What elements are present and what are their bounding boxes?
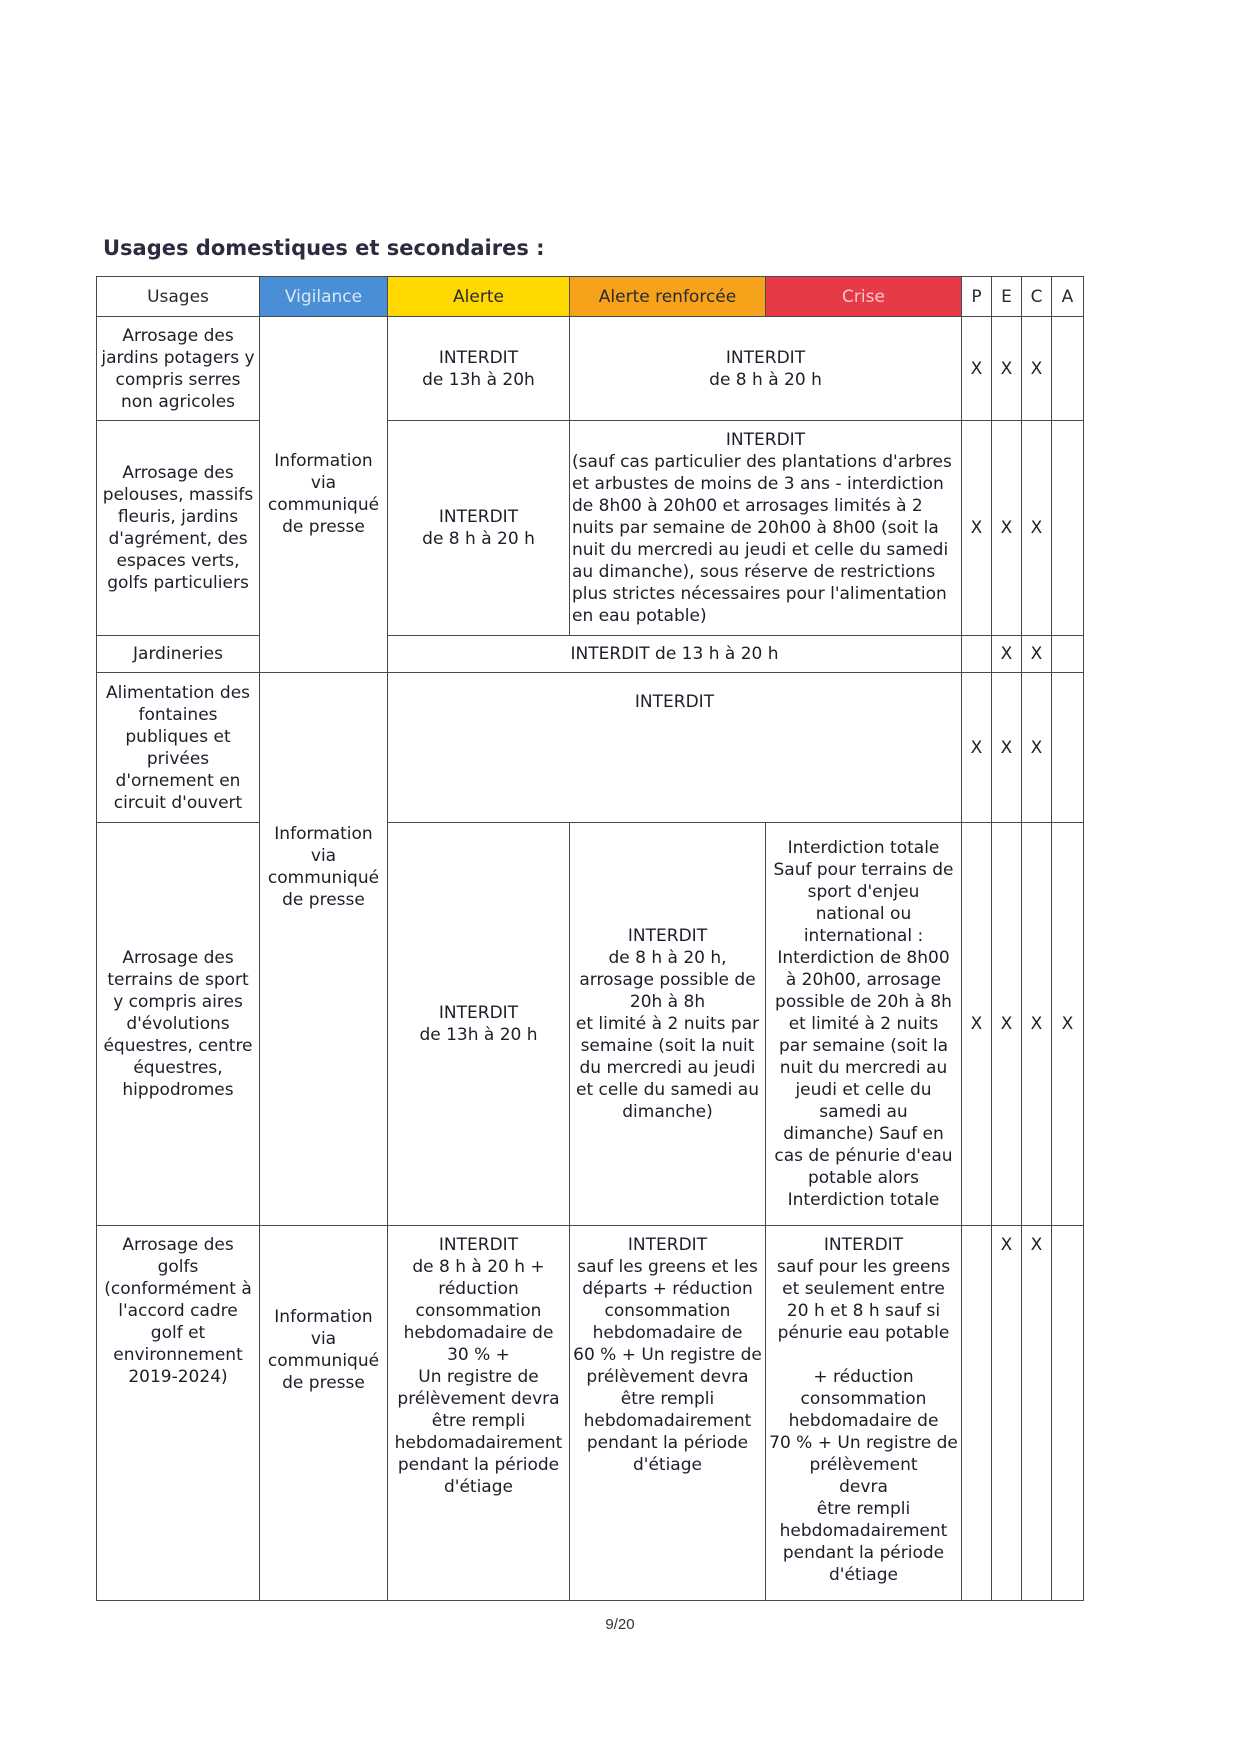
mark-p — [962, 1226, 992, 1601]
mark-a — [1052, 317, 1084, 421]
mark-e: X — [992, 823, 1022, 1226]
table-row — [97, 823, 1084, 1226]
renforcee-cell: INTERDIT sauf les greens et les départs + réduction consommation hebdomadaire de 60 % + Un registre de prélèvement devra être rempli hebdomadairement pendant la période d'étiage — [570, 1226, 766, 1601]
table-row — [97, 635, 1084, 672]
header-row — [97, 277, 1084, 317]
renforcee-crise-title: INTERDIT — [725, 430, 806, 451]
restrictions-table — [96, 276, 1084, 1601]
header-usages: Usages — [97, 277, 260, 317]
mark-a — [1052, 421, 1084, 635]
table-row — [97, 317, 1084, 421]
mark-c: X — [1022, 1226, 1052, 1601]
mark-p: X — [962, 421, 992, 635]
mark-a — [1052, 1226, 1084, 1601]
renforcee-crise-cell: INTERDIT de 8 h à 20 h — [570, 317, 962, 421]
mark-e: X — [992, 635, 1022, 672]
renforcee-cell: INTERDIT de 8 h à 20 h, arrosage possible de 20h à 8h et limité à 2 nuits par semaine (soit la nuit du mercredi au jeudi et celle du samedi au dimanche) — [570, 823, 766, 1226]
mark-a — [1052, 635, 1084, 672]
usage-cell: Arrosage des golfs (conformément à l'accord cadre golf et environnement 2019-2024) — [97, 1226, 260, 1601]
section-title: Usages domestiques et secondaires : — [103, 236, 545, 260]
header-alerte-renforcee: Alerte renforcée — [570, 277, 766, 317]
mark-p: X — [962, 317, 992, 421]
mark-c: X — [1022, 672, 1052, 822]
mark-p: X — [962, 823, 992, 1226]
mark-p: X — [962, 672, 992, 822]
table-row — [97, 1226, 1084, 1601]
header-c: C — [1022, 277, 1052, 317]
alerte-cell: INTERDIT de 8 h à 20 h — [388, 421, 570, 635]
mark-a: X — [1052, 823, 1084, 1226]
vigilance-cell: Information via communiqué de presse — [260, 317, 388, 673]
alerte-cell: INTERDIT de 8 h à 20 h + réduction consommation hebdomadaire de 30 % + Un registre de prélèvement devra être rempli hebdomadairement pendant la période d'étiage — [388, 1226, 570, 1601]
mark-c: X — [1022, 317, 1052, 421]
mark-e: X — [992, 421, 1022, 635]
header-p: P — [962, 277, 992, 317]
page-number: 9/20 — [605, 1616, 635, 1633]
header-a: A — [1052, 277, 1084, 317]
all-levels-cell: INTERDIT de 13 h à 20 h — [388, 635, 962, 672]
crise-cell: Interdiction totale Sauf pour terrains de sport d'enjeu national ou international : Interdiction de 8h00 à 20h00, arrosage possible de 20h à 8h et limité à 2 nuits par semaine (soit la nuit du mercredi au jeudi et celle du samedi au dimanche) Sauf en cas de pénurie d'eau potable alors Interdiction totale — [766, 823, 962, 1226]
usage-cell: Arrosage des jardins potagers y compris serres non agricoles — [97, 317, 260, 421]
mark-e: X — [992, 317, 1022, 421]
table-row — [97, 672, 1084, 822]
header-e: E — [992, 277, 1022, 317]
header-crise: Crise — [766, 277, 962, 317]
vigilance-cell: Information via communiqué de presse — [260, 672, 388, 1225]
mark-c: X — [1022, 635, 1052, 672]
usage-cell: Alimentation des fontaines publiques et privées d'ornement en circuit d'ouvert — [97, 672, 260, 822]
alerte-cell: INTERDIT de 13h à 20h — [388, 317, 570, 421]
mark-c: X — [1022, 823, 1052, 1226]
usage-cell: Arrosage des pelouses, massifs fleuris, jardins d'agrément, des espaces verts, golfs particuliers — [97, 421, 260, 635]
mark-e: X — [992, 1226, 1022, 1601]
vigilance-cell: Information via communiqué de presse — [260, 1226, 388, 1601]
usage-cell: Arrosage des terrains de sport y compris aires d'évolutions équestres, centre équestres, hippodromes — [97, 823, 260, 1226]
mark-a — [1052, 672, 1084, 822]
crise-cell: INTERDIT sauf pour les greens et seulement entre 20 h et 8 h sauf si pénurie eau potable + réduction consommation hebdomadaire de 70 % + Un registre de prélèvement devra être rempli hebdomadairement pendant la période d'étiage — [766, 1226, 962, 1601]
renforcee-crise-cell — [570, 421, 962, 635]
table-row — [97, 421, 1084, 635]
alerte-cell: INTERDIT de 13h à 20 h — [388, 823, 570, 1226]
mark-p — [962, 635, 992, 672]
usage-cell: Jardineries — [97, 635, 260, 672]
all-levels-cell: INTERDIT — [388, 672, 962, 822]
mark-e: X — [992, 672, 1022, 822]
renforcee-crise-text: (sauf cas particulier des plantations d'arbres et arbustes de moins de 3 ans - interdiction de 8h00 à 20h00 et arrosages limités à 2 nuits par semaine de 20h00 à 8h00 (soit la nuit du mercredi au jeudi et celle du samedi au dimanche), sous réserve de restrictions plus strictes nécessaires pour l'alimentation en eau potable) — [572, 452, 952, 627]
mark-c: X — [1022, 421, 1052, 635]
header-vigilance: Vigilance — [260, 277, 388, 317]
header-alerte: Alerte — [388, 277, 570, 317]
